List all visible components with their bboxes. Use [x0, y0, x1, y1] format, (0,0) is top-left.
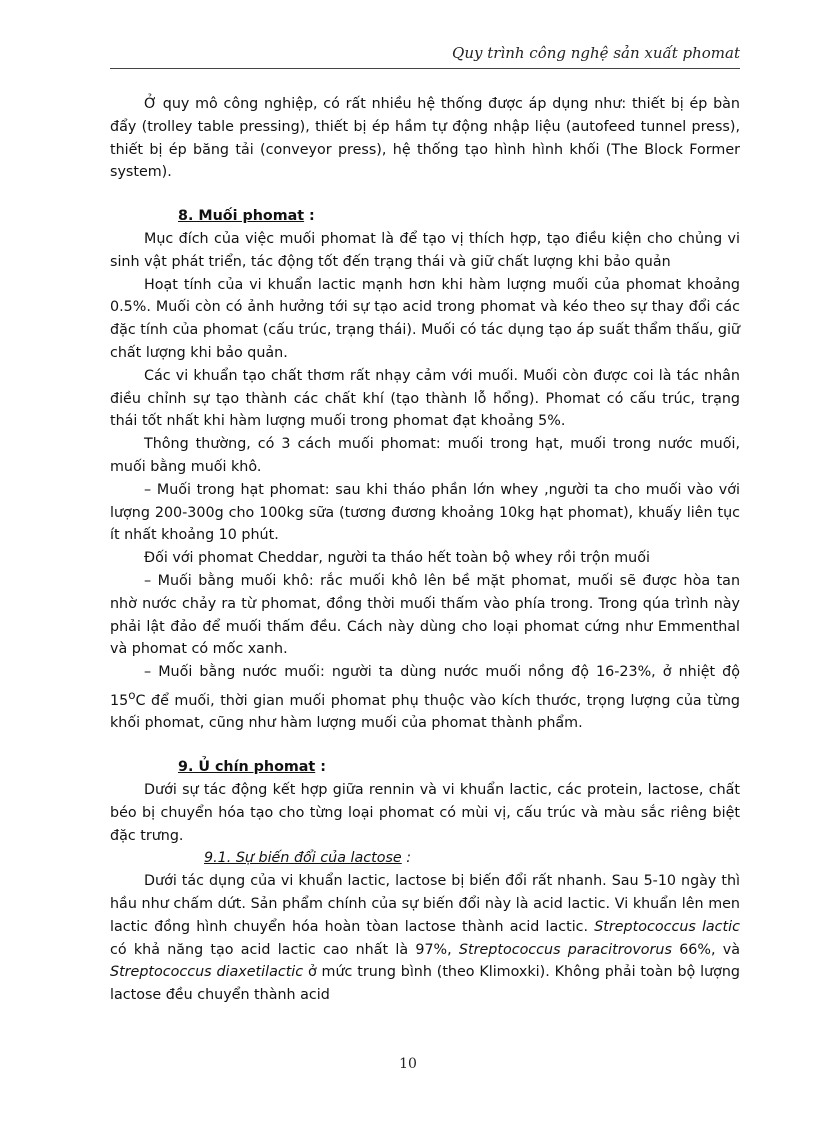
- spacer: [110, 735, 740, 756]
- paragraph: Mục đích của việc muối phomat là để tạo vị thích hợp, tạo điều kiện cho chủng vi sinh vật phát triển, tác động tốt đến trạng thái và giữ chất lượng khi bảo quản: [110, 230, 740, 270]
- paragraph: Thông thường, có 3 cách muối phomat: muối trong hạt, muối trong nước muối, muối bằng muối khô.: [110, 436, 740, 475]
- paragraph-text: 66%, và: [671, 941, 740, 958]
- page-number: 10: [399, 1056, 417, 1072]
- page-body: [110, 93, 740, 1007]
- section-heading-text: 9. Ủ chín phomat: [178, 759, 316, 776]
- paragraph-text: ở mức trung bình (theo Klimoxki). Không phải toàn bộ lượng lactose đều chuyển thành acid: [110, 964, 741, 1004]
- running-header: Quy trình công nghệ sản xuất phomat: [452, 44, 740, 62]
- paragraph: Các vi khuẩn tạo chất thơm rất nhạy cảm với muối. Muối còn được coi là tác nhân điều chỉnh sự tạo thành các chất khí (tạo thành lỗ hổng). Phomat có cấu trúc, trạng thái tốt nhất khi hàm lượng muối trong phomat đạt khoảng 5%.: [110, 367, 740, 430]
- paragraph: [110, 870, 740, 1007]
- species-name: Streptococcus diaxetilactic: [110, 964, 304, 981]
- paragraph-text: Dưới tác dụng của vi khuẩn lactic, lactose bị biến đổi rất nhanh. Sau 5-10 ngày thì hầu như chấm dứt. Sản phẩm chính của sự biến đổi này là acid lactic. Vi khuẩn lên men lactic đồng hình chuyển hóa hoàn tòan lactose thành acid lactic.: [110, 873, 740, 935]
- spacer: [110, 184, 740, 205]
- section-heading-suffix: :: [304, 208, 315, 225]
- paragraph: – Muối trong hạt phomat: sau khi tháo phần lớn whey ,người ta cho muối vào với lượng 200-300g cho 100kg sữa (tương đương khoảng 10kg hạt phomat), khuấy liên tục ít nhất khoảng 10 phút.: [110, 481, 740, 544]
- degree-superscript: o: [128, 687, 136, 702]
- species-name: Streptococcus paracitrovorus: [458, 941, 672, 958]
- paragraph: Ở quy mô công nghiệp, có rất nhiều hệ thống được áp dụng như: thiết bị ép bàn đẩy (trolley table pressing), thiết bị ép hầm tự động nhập liệu (autofeed tunnel press), thiết bị ép băng tải (conveyor press), hệ thống tạo hình hình khối (The Block Former system).: [110, 96, 740, 181]
- subsection-heading: [110, 847, 740, 870]
- paragraph: Đối với phomat Cheddar, người ta tháo hết toàn bộ whey rồi trộn muối: [144, 550, 650, 567]
- paragraph-text: có khả năng tạo acid lactic cao nhất là 97%,: [110, 941, 459, 958]
- paragraph: Dưới sự tác động kết hợp giữa rennin và vi khuẩn lactic, các protein, lactose, chất béo bị chuyển hóa tạo cho từng loại phomat có mùi vị, cấu trúc và màu sắc riêng biệt đặc trưng.: [110, 782, 740, 844]
- section-heading: [110, 205, 740, 228]
- section-heading-text: 8. Muối phomat: [178, 208, 305, 225]
- paragraph-text: – Muối bằng nước muối: người ta dùng nước muối nồng độ 16-23%, ở nhiệt độ 15: [110, 664, 740, 709]
- subsection-heading-text: 9.1. Sự biến đổi của lactose: [204, 850, 402, 867]
- section-heading-suffix: :: [315, 759, 326, 776]
- paragraph: – Muối bằng muối khô: rắc muối khô lên bề mặt phomat, muối sẽ được hòa tan nhờ nước chảy ra từ phomat, đồng thời muối thấm vào phía trong. Trong qúa trình này phải lật đảo để muối thấm đều. Cách này dùng cho loại phomat cứng như Emmenthal và phomat có mốc xanh.: [110, 572, 740, 658]
- header-rule: [110, 68, 740, 69]
- paragraph-text: C để muối, thời gian muối phomat phụ thuộc vào kích thước, trọng lượng của từng khối phomat, cũng như hàm lượng muối của phomat thành phẩm.: [110, 692, 740, 732]
- section-heading: [110, 756, 740, 779]
- species-name: Streptococcus lactic: [594, 918, 740, 935]
- paragraph: Hoạt tính của vi khuẩn lactic mạnh hơn khi hàm lượng muối của phomat khoảng 0.5%. Muối còn có ảnh hưởng tới sự tạo acid trong phomat và kéo theo sự thay đổi các đặc tính của phomat (cấu trúc, trạng thái). Muối có tác dụng tạo áp suất thẩm thấu, giữ chất lượng khi bảo quản.: [110, 276, 740, 361]
- subsection-heading-suffix: :: [401, 850, 412, 867]
- paragraph: [110, 661, 740, 735]
